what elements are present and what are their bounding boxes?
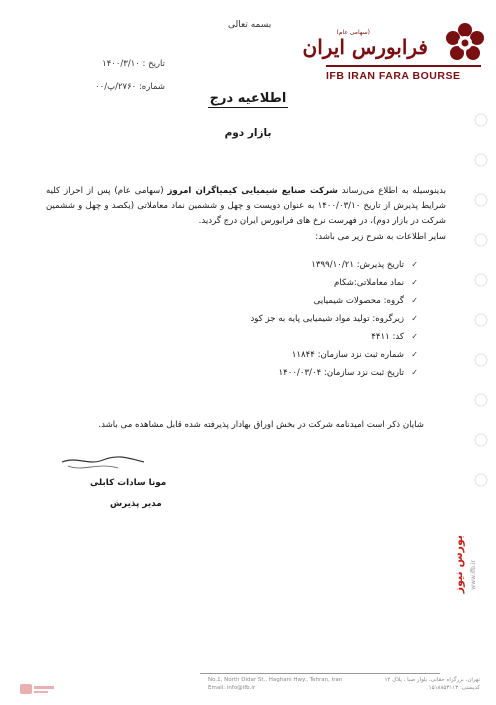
list-item-text: زیرگروه: تولید مواد شیمیایی پایه به جز کود [250,314,404,324]
bourse-news-watermark: بورس نیوز [452,535,465,594]
number-value: ۲۷۶۰/پ/۰۰ [95,82,137,92]
footer-address-fa [345,676,480,692]
list-item-text: نماد معاملاتی:شکام [334,278,404,288]
document-title [0,91,496,108]
details-list [118,256,418,382]
date-row [70,53,165,76]
list-item [118,292,418,310]
list-item [118,346,418,364]
logo-company-type: (سهامی عام) [336,29,370,36]
footer-brand-icon [18,680,58,698]
list-item [118,310,418,328]
logo-divider [326,65,481,67]
number-label: شماره: [138,82,165,92]
signatory-name: مونا سادات کابلی [90,478,167,488]
paragraph-rest: (سهامی عام) پس از احراز کلیه شرایط پذیرش از تاریخ ۱۴۰۰/۰۳/۱۰ به عنوان دویست و چهل و ششمین نماد معاملاتی (یکصد و چهل و ششمین شرکت در بازار دوم)، در فهرست نرخ های فرابورس ایران درج گردید. [46,186,446,226]
logo-english-name: IFB IRAN FARA BOURSE [326,70,461,82]
footer-address-line: تهران، بزرگراه حقانی، بلوار صبا ، پلاک ۱۲ [384,677,480,683]
list-item [118,274,418,292]
footer-address-en [208,676,343,692]
list-item [118,364,418,382]
company-name: شرکت صنایع شیمیایی کیمیاگران امروز [167,186,338,196]
signatory-role: مدیر پذیرش [110,499,162,509]
ifb-logo [302,15,490,95]
document-title-text: اطلاعیه درج [209,91,287,106]
list-item-text: شماره ثبت نزد سازمان: ۱۱۸۴۴ [291,350,404,360]
document-subtitle: بازار دوم [224,127,272,139]
ifb-flower-icon [442,20,488,66]
check-icon: ✓ [411,314,418,323]
check-icon: ✓ [411,350,418,359]
list-item [118,328,418,346]
date-value: ۱۴۰۰/۳/۱۰ [102,59,140,69]
details-intro: سایر اطلاعات به شرح زیر می باشد: [315,232,446,242]
paragraph-lead: بدینوسیله به اطلاع می‌رساند [337,186,446,196]
footer-address-line-en: No.1, North Didar St., Haghani Hwy., Tehran, Iran [208,677,343,683]
list-item [118,256,418,274]
side-url: www.ifb.ir [470,560,477,590]
logo-persian-name: فرابورس ایران [302,35,428,59]
closing-note: شایان ذکر است امیدنامه شرکت در بخش اوراق بهادار پذیرفته شده قابل مشاهده می باشد. [98,420,424,430]
date-label: تاریخ : [142,59,165,69]
footer-divider [200,673,440,674]
check-icon: ✓ [411,278,418,287]
check-icon: ✓ [411,368,418,377]
basmala: بسمه تعالی [228,20,272,30]
list-item-text: تاریخ پذیرش: ۱۳۹۹/۱۰/۲۱ [311,260,404,270]
announcement-paragraph [46,184,446,229]
list-item-text: گروه: محصولات شیمیایی [313,296,404,306]
footer-postal-line: کدپستی: ۱۵۱۸۸۵۳۱۱۳ [428,685,480,691]
check-icon: ✓ [411,296,418,305]
list-item-text: کد: ۴۴۱۱ [371,332,404,342]
check-icon: ✓ [411,332,418,341]
check-icon: ✓ [411,260,418,269]
footer-email-line: Email: info@ifb.ir [208,685,256,691]
list-item-text: تاریخ ثبت نزد سازمان: ۱۴۰۰/۰۳/۰۴ [278,368,404,378]
